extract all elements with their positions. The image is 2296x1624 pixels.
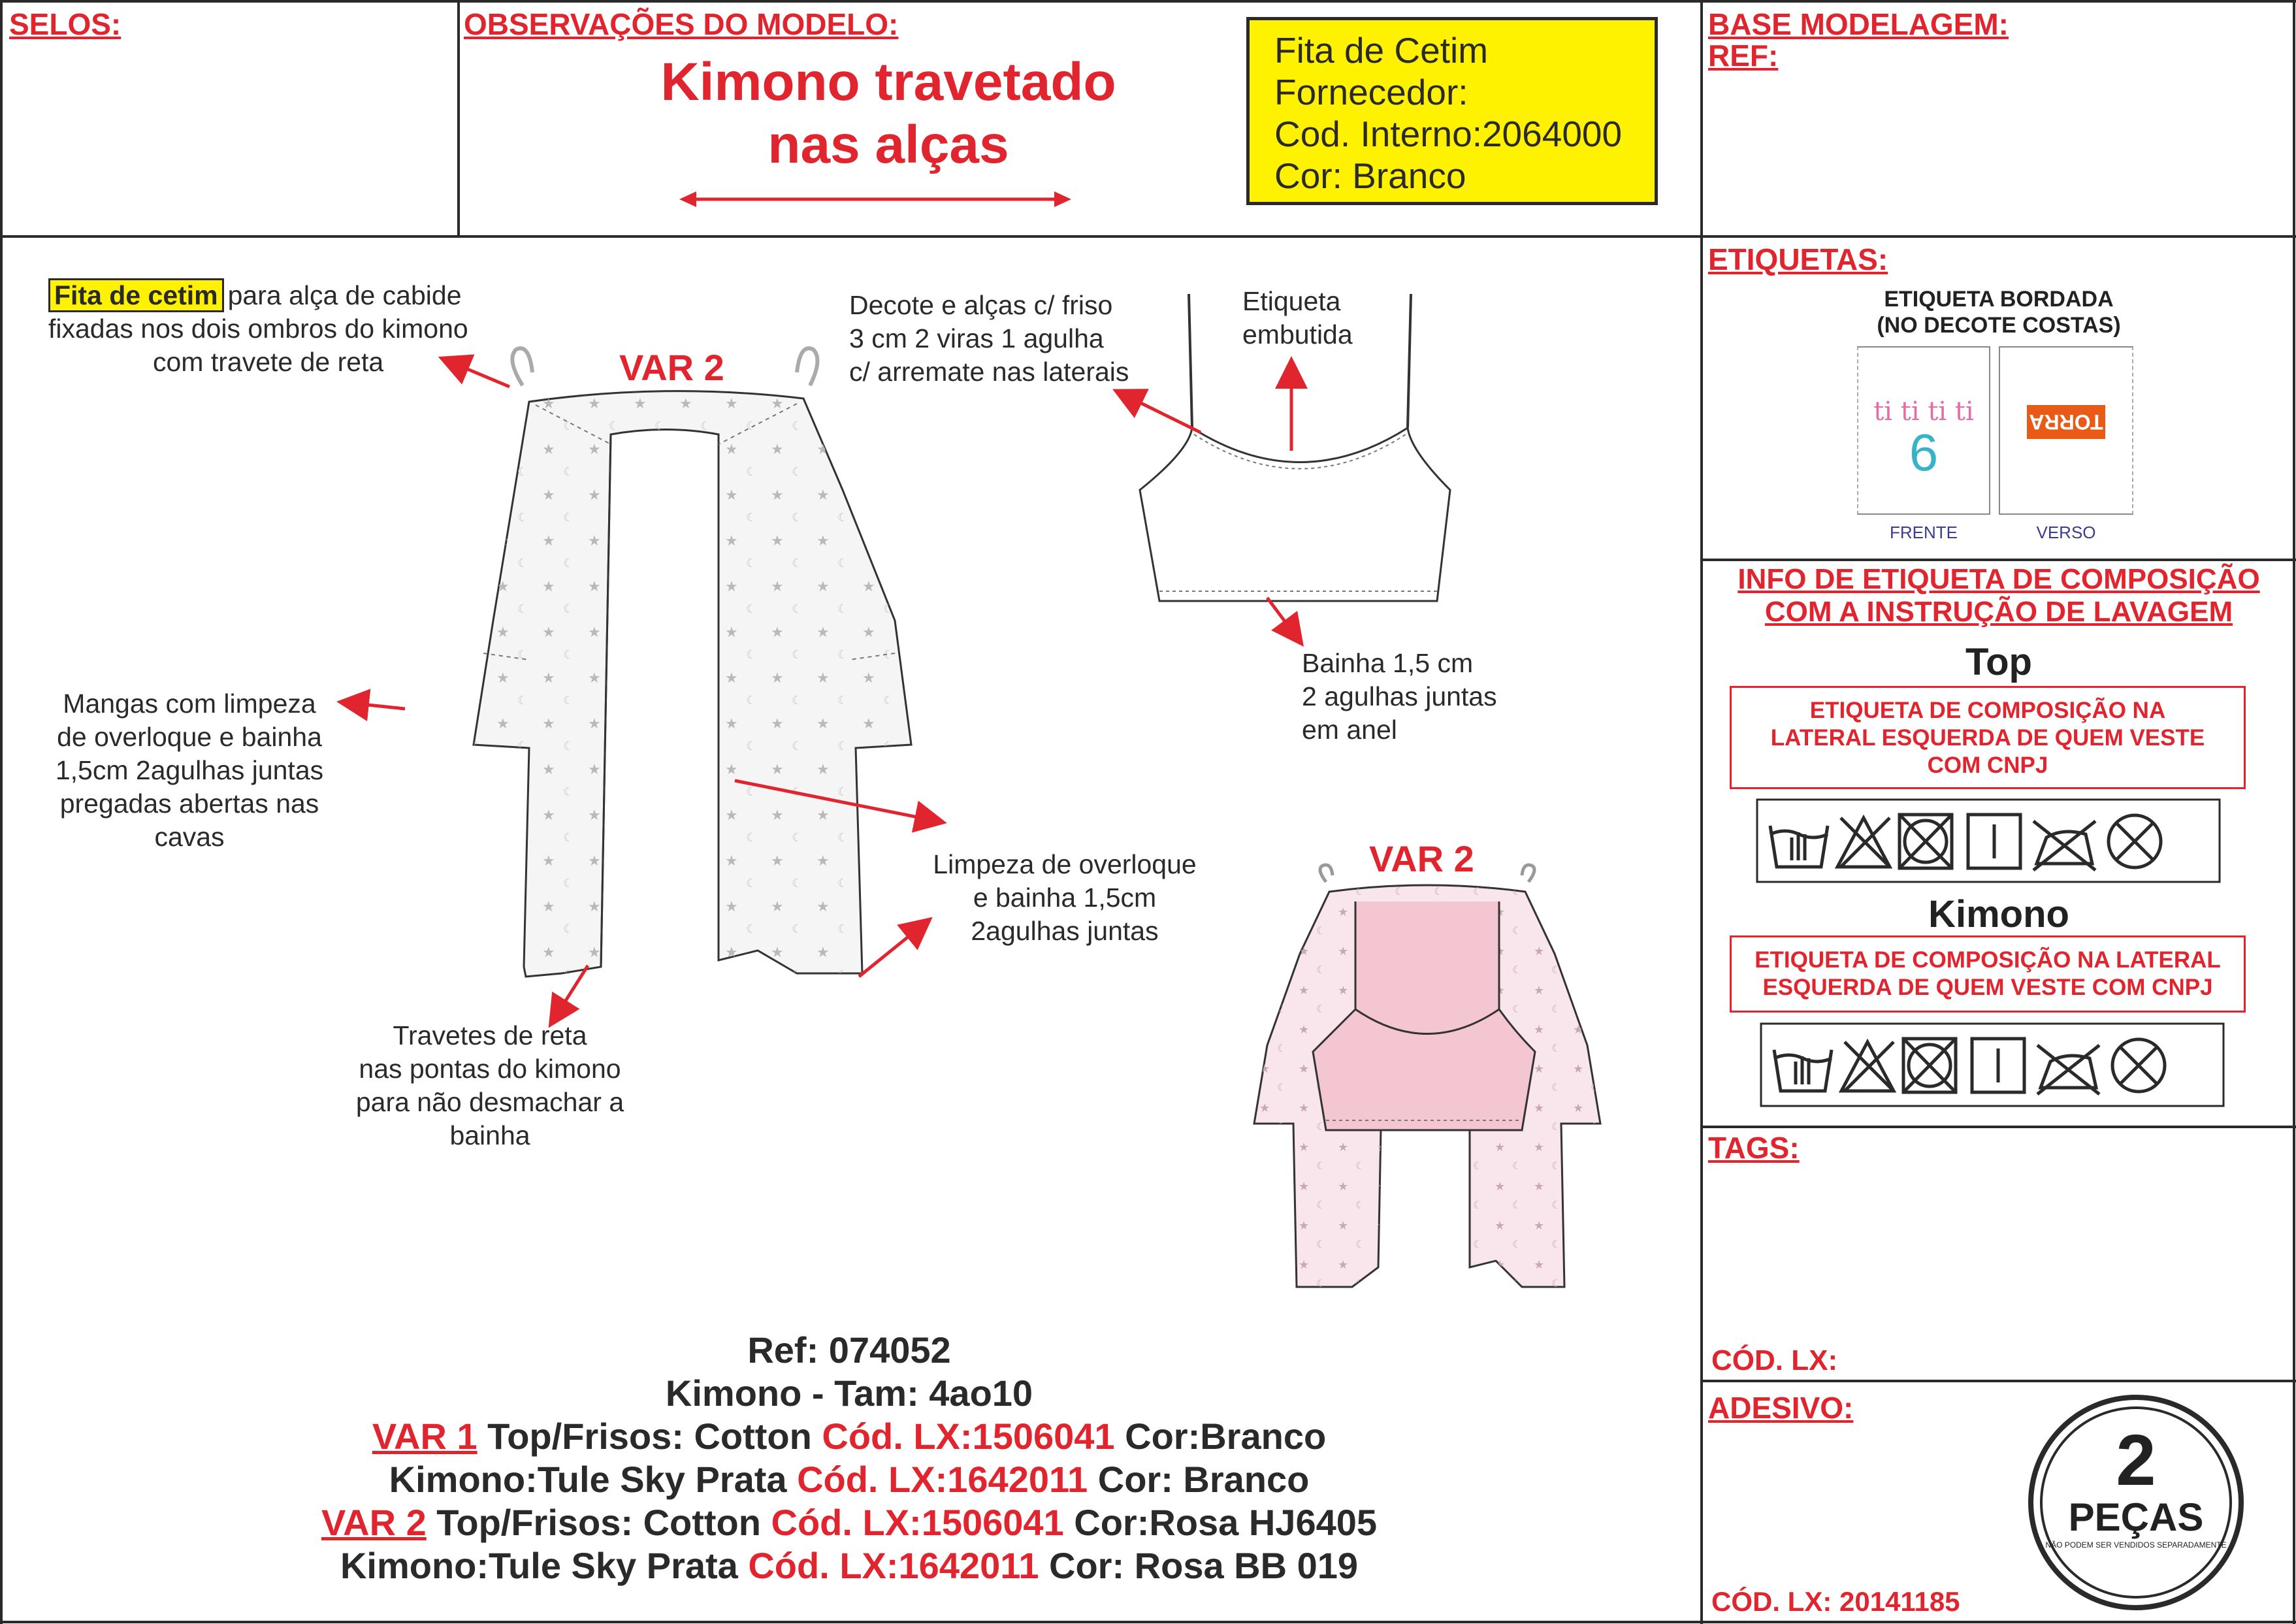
kimono-label: Kimono [1928, 893, 2069, 935]
top-box-3: COM CNPJ [1927, 753, 2048, 778]
spec-ref: Ref: 074052 [747, 1329, 951, 1371]
note-decote-1: Decote e alças c/ friso [849, 290, 1113, 320]
top-label: Top [1965, 641, 2032, 683]
var2-kim-code: Cód. LX:1642011 [748, 1545, 1039, 1586]
note-bainha-1: Bainha 1,5 cm [1302, 648, 1474, 678]
kim-box-1: ETIQUETA DE COMPOSIÇÃO NA LATERAL [1754, 947, 2221, 973]
note-fita-rest2: fixadas nos dois ombros do kimono [48, 314, 468, 344]
label-back [1999, 346, 2133, 515]
note-travetes-3: para não desmachar a [355, 1087, 624, 1117]
note-limpeza-3: 2agulhas juntas [971, 916, 1159, 946]
spec-var1-kimono [196, 1458, 1502, 1501]
brand-logo [1858, 397, 1989, 479]
note-mangas-3: 1,5cm 2agulhas juntas [55, 755, 324, 785]
verso-label: VERSO [2036, 523, 2096, 542]
var2-top-fabric: Top/Frisos: Cotton [426, 1502, 771, 1543]
sidebar-line-4 [1700, 1380, 2296, 1382]
note-decote-3: c/ arremate nas laterais [849, 357, 1129, 387]
top-composition-box [1730, 686, 2246, 789]
var1-label: VAR 1 [372, 1416, 477, 1457]
supplier-line2: Fornecedor: [1274, 72, 1468, 112]
note-etiqueta-1: Etiqueta [1242, 286, 1341, 316]
cod-lx-final: CÓD. LX: 20141185 [1711, 1586, 1960, 1617]
kim-box-2: ESQUERDA DE QUEM VESTE COM CNPJ [1762, 975, 2213, 1000]
var1-kim-code: Cód. LX:1642011 [797, 1459, 1088, 1500]
var1-top-fabric: Top/Frisos: Cotton [477, 1416, 822, 1457]
info-title-2: COM A INSTRUÇÃO DE LAVAGEM [1764, 596, 2233, 628]
model-title-line1: Kimono travetado [660, 52, 1116, 112]
label-front [1857, 346, 1990, 515]
supplier-line4: Cor: Branco [1274, 155, 1466, 196]
note-limpeza-1: Limpeza de overloque [933, 849, 1197, 879]
var2-top-code: Cód. LX:1506041 [771, 1502, 1064, 1543]
info-title-1: INFO DE ETIQUETA DE COMPOSIÇÃO [1738, 563, 2260, 595]
var2-label-top: VAR 2 [619, 347, 724, 388]
note-travetes-4: bainha [449, 1120, 530, 1150]
kimono-composition-box [1730, 935, 2246, 1013]
sidebar-line-3 [1700, 1126, 2296, 1128]
etiqueta-bordada [1803, 286, 2195, 338]
model-title-line2: nas alças [768, 115, 1009, 174]
brand-logo-text: ti ti ti ti [1873, 397, 1974, 427]
frame-bottom [0, 1621, 2296, 1623]
ref-label: REF: [1708, 39, 1779, 73]
var1-top-code: Cód. LX:1506041 [822, 1416, 1115, 1457]
var2-kim-fabric: Kimono:Tule Sky Prata [340, 1545, 749, 1586]
note-fita-rest1: para alça de cabide [227, 280, 462, 310]
supplier-line3: Cod. Interno:2064000 [1274, 114, 1623, 154]
etiqueta-bordada-1: ETIQUETA BORDADA [1884, 287, 2114, 312]
spec-var2-top [196, 1501, 1502, 1544]
var2-kim-color: Cor: Rosa BB 019 [1039, 1545, 1359, 1586]
note-decote-2: 3 cm 2 viras 1 agulha [849, 323, 1104, 353]
sidebar-line-2 [1700, 559, 2296, 561]
sticker-small: NÃO PODEM SER VENDIDOS SEPARADAMENTE [2045, 1540, 2227, 1550]
top-box-2: LATERAL ESQUERDA DE QUEM VESTE [1770, 725, 2205, 751]
note-mangas-2: de overloque e bainha [57, 722, 322, 752]
note-fita-rest3: com travete de reta [153, 347, 384, 377]
cod-lx-label: CÓD. LX: [1711, 1344, 1838, 1376]
kimono-care-icons [1760, 1022, 2225, 1107]
frente-label: FRENTE [1890, 523, 1958, 542]
torra-logo: TORRA [2027, 405, 2105, 439]
base-modelagem-label: BASE MODELAGEM: [1708, 7, 2009, 41]
var1-kim-fabric: Kimono:Tule Sky Prata [389, 1459, 798, 1500]
selos-label: SELOS: [9, 7, 121, 41]
var2-top-color: Cor:Rosa HJ6405 [1063, 1502, 1378, 1543]
var2-label: VAR 2 [321, 1502, 427, 1543]
var1-top-color: Cor:Branco [1114, 1416, 1327, 1457]
adesivo-label: ADESIVO: [1708, 1391, 1854, 1425]
info-title [1705, 563, 2293, 628]
note-limpeza-2: e bainha 1,5cm [973, 883, 1157, 913]
tags-label: TAGS: [1708, 1131, 1800, 1165]
sticker-word: PEÇAS [2068, 1495, 2204, 1539]
note-fita-highlight: Fita de cetim [48, 278, 224, 312]
note-mangas-5: cavas [154, 822, 225, 852]
note-travetes-1: Travetes de reta [393, 1020, 587, 1050]
note-etiqueta-2: embutida [1242, 319, 1353, 349]
note-mangas-4: pregadas abertas nas [59, 788, 319, 819]
note-mangas-1: Mangas com limpeza [63, 689, 316, 719]
sidebar-line-1 [1700, 235, 2296, 238]
note-bainha-2: 2 agulhas juntas [1302, 681, 1497, 711]
spec-var2-kimono [196, 1544, 1502, 1587]
supplier-line1: Fita de Cetim [1274, 30, 1489, 71]
spec-block [196, 1329, 1502, 1587]
sticker-number: 2 [2116, 1420, 2156, 1501]
etiqueta-bordada-2: (NO DECOTE COSTAS) [1877, 313, 2121, 338]
two-pieces-sticker [2028, 1395, 2244, 1610]
spec-kimono: Kimono - Tam: 4ao10 [665, 1372, 1033, 1414]
var1-kim-color: Cor: Branco [1088, 1459, 1310, 1500]
var2-label-bottom: VAR 2 [1369, 838, 1474, 879]
etiquetas-label: ETIQUETAS: [1708, 242, 1888, 276]
note-travetes-2: nas pontas do kimono [359, 1054, 621, 1084]
note-bainha-3: em anel [1302, 715, 1397, 745]
top-care-icons [1756, 798, 2221, 883]
spec-var1-top [196, 1415, 1502, 1458]
top-box-1: ETIQUETA DE COMPOSIÇÃO NA [1809, 698, 2166, 723]
brand-logo-number: 6 [1909, 423, 1939, 481]
observacoes-label: OBSERVAÇÕES DO MODELO: [464, 7, 899, 41]
